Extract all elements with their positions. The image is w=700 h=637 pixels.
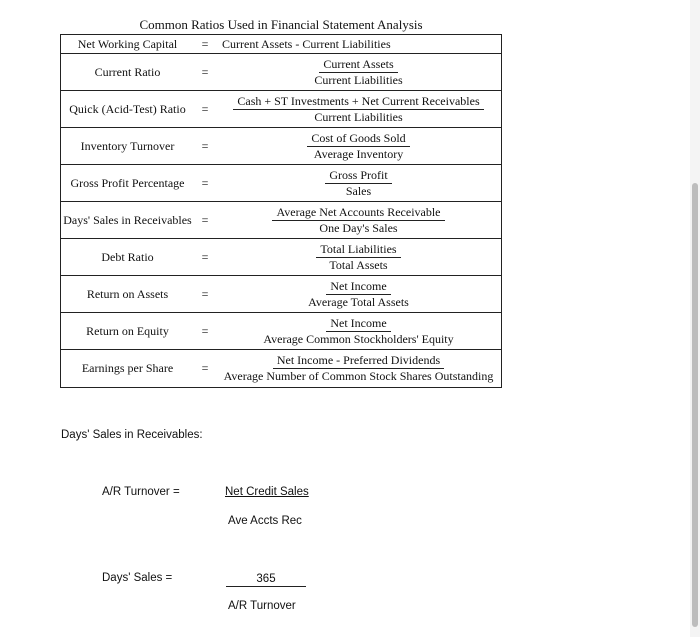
ratio-numerator: Current Assets [319, 57, 397, 73]
ratio-name: Current Ratio [94, 64, 161, 79]
ratio-name: Net Working Capital [77, 36, 178, 51]
equals-sign: = [201, 361, 209, 375]
ratio-name: Days' Sales in Receivables [63, 212, 192, 227]
ratio-numerator: Average Net Accounts Receivable [272, 205, 444, 221]
ratio-name: Gross Profit Percentage [70, 175, 185, 190]
ratios-table [60, 34, 502, 388]
ratio-row-earnings-per-share [61, 350, 501, 387]
ratio-formula [216, 279, 501, 310]
ratio-denominator: Average Inventory [313, 146, 404, 161]
equals-sign: = [201, 212, 209, 227]
table-title: Common Ratios Used in Financial Statement Analysis [139, 17, 423, 32]
ratio-denominator: Current Liabilities [314, 109, 403, 124]
scrollbar-thumb[interactable] [692, 183, 698, 627]
equals-sign: = [201, 101, 209, 116]
days-sales-numerator: 365 [226, 572, 306, 587]
ratio-name: Quick (Acid-Test) Ratio [69, 101, 186, 116]
ratio-row-return-on-equity [61, 313, 501, 350]
ratio-name: Return on Equity [86, 323, 169, 338]
days-sales-denominator: A/R Turnover [228, 600, 296, 612]
ratio-denominator: Current Liabilities [314, 72, 403, 87]
ratio-numerator: Net Income [326, 279, 390, 295]
ratio-name: Earnings per Share [81, 361, 174, 375]
ratio-row-net-working-capital [61, 35, 501, 54]
ratio-row-days-sales-in-receivables [61, 202, 501, 239]
days-sales-label: Days' Sales = [102, 572, 173, 584]
equals-sign: = [201, 323, 209, 338]
ratio-numerator: Net Income [326, 316, 390, 332]
ratio-numerator: Net Income - Preferred Dividends [273, 353, 444, 369]
ratio-denominator: Average Total Assets [308, 294, 409, 309]
ratio-row-gross-profit-percentage [61, 165, 501, 202]
equals-sign: = [201, 249, 209, 264]
ratio-name: Inventory Turnover [80, 138, 175, 153]
ratio-name: Return on Assets [86, 286, 169, 301]
ratio-denominator: Sales [345, 183, 372, 198]
equals-sign: = [201, 286, 209, 301]
ratio-row-debt-ratio [61, 239, 501, 276]
ratio-formula [216, 205, 501, 236]
ratio-numerator: Total Liabilities [316, 242, 400, 258]
ar-turnover-numerator: Net Credit Sales [225, 486, 309, 498]
ratio-denominator: One Day's Sales [319, 220, 398, 235]
ratio-row-return-on-assets [61, 276, 501, 313]
ratio-formula [216, 131, 501, 162]
ratio-row-current-ratio [61, 54, 501, 91]
ratio-numerator: Gross Profit [325, 168, 391, 184]
ratio-denominator: Average Common Stockholders' Equity [263, 331, 454, 346]
ratio-numerator: Cash + ST Investments + Net Current Receivables [233, 94, 483, 110]
scrollbar-track[interactable] [690, 0, 700, 637]
ratio-formula [216, 242, 501, 273]
ratio-formula [216, 57, 501, 88]
notes-heading: Days' Sales in Receivables: [61, 429, 203, 441]
equals-sign: = [201, 138, 209, 153]
ar-turnover-denominator: Ave Accts Rec [228, 515, 302, 527]
ratio-formula [216, 37, 501, 52]
ratio-name: Debt Ratio [101, 249, 154, 264]
ratio-formula [216, 94, 501, 125]
ratio-numerator: Cost of Goods Sold [307, 131, 409, 147]
ar-turnover-label: A/R Turnover = [102, 486, 180, 498]
ratio-row-quick-ratio [61, 91, 501, 128]
ratio-formula [216, 168, 501, 199]
equals-sign: = [201, 36, 209, 51]
ratio-formula [216, 353, 501, 384]
equals-sign: = [201, 64, 209, 79]
ratio-denominator: Average Number of Common Stock Shares Outstanding [223, 369, 494, 383]
ratio-denominator: Total Assets [329, 257, 388, 272]
ratio-row-inventory-turnover [61, 128, 501, 165]
ratio-formula-text: Current Assets - Current Liabilities [222, 36, 391, 51]
equals-sign: = [201, 175, 209, 190]
ratio-formula [216, 316, 501, 347]
